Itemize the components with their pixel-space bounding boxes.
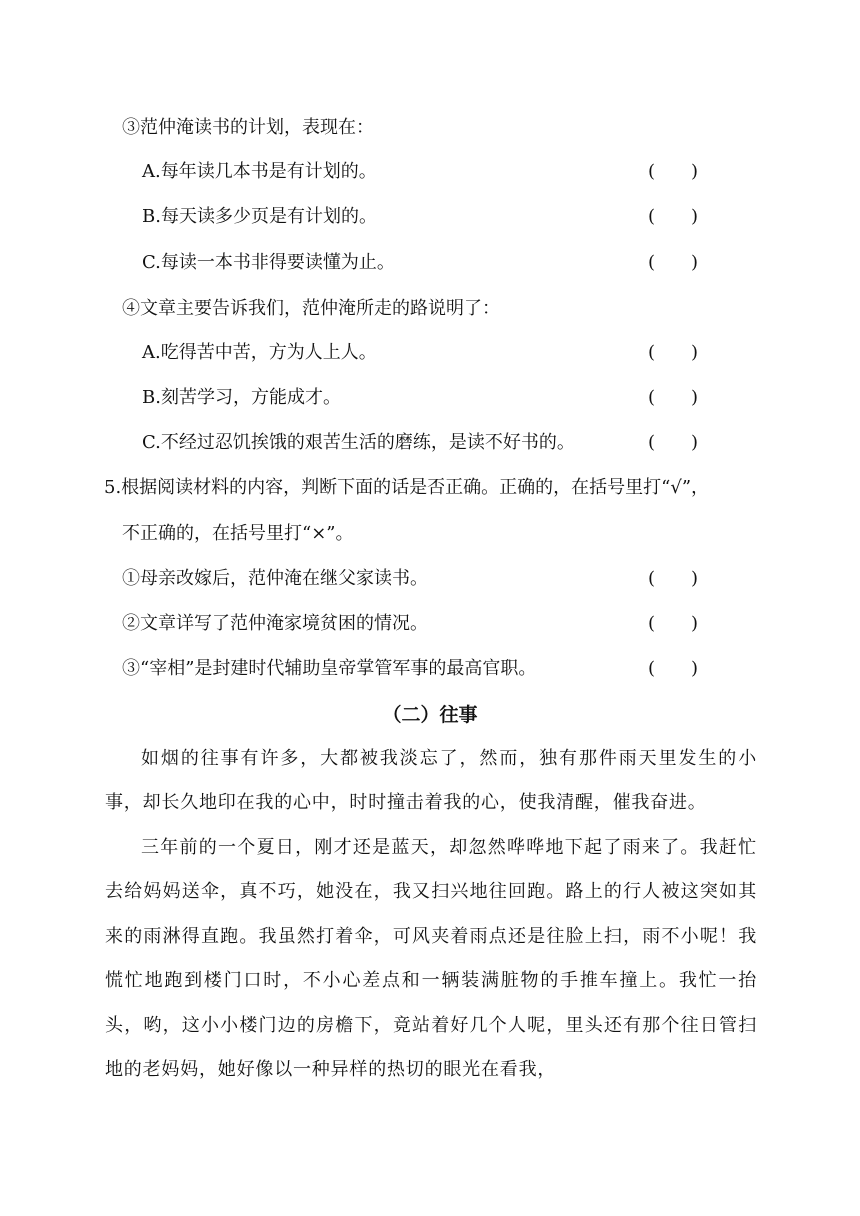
answer-bracket[interactable]: ( ) bbox=[648, 206, 699, 227]
answer-bracket[interactable]: ( ) bbox=[648, 252, 699, 273]
question-5-stem-line-2: 不正确的，在括号里打“×”。 bbox=[122, 523, 354, 544]
question-4-option-c: C.不经过忍饥挨饿的艰苦生活的磨练，是读不好书的。 bbox=[142, 432, 575, 453]
question-5-item-2: ②文章详写了范仲淹家境贫困的情况。 bbox=[122, 613, 428, 634]
answer-bracket[interactable]: ( ) bbox=[648, 658, 699, 679]
answer-bracket[interactable]: ( ) bbox=[648, 342, 699, 363]
question-4-option-a: A.吃得苦中苦，方为人上人。 bbox=[142, 342, 377, 363]
question-3-stem: ③范仲淹读书的计划，表现在： bbox=[122, 117, 374, 138]
answer-bracket[interactable]: ( ) bbox=[648, 161, 699, 182]
answer-bracket[interactable]: ( ) bbox=[648, 613, 699, 634]
question-4-stem: ④文章主要告诉我们，范仲淹所走的路说明了： bbox=[122, 298, 500, 319]
section-title: （二）往事 bbox=[382, 704, 478, 726]
question-3-option-b: B.每天读多少页是有计划的。 bbox=[142, 206, 377, 227]
answer-bracket[interactable]: ( ) bbox=[648, 387, 699, 408]
passage-paragraph-2: 三年前的一个夏日，刚才还是蓝天，却忽然哗哗地下起了雨来了。我赶忙去给妈妈送伞，真不巧，她没在，我又扫兴地往回跑。路上的行人被这突如其来的雨淋得直跑。我虽然打着伞，可风夹着雨点还是往脸上扫，雨不小呢！我慌忙地跑到楼门口时，不小心差点和一辆装满脏物的手推车撞上。我忙一抬头，哟，这小小楼门边的房檐下，竟站着好几个人呢，里头还有那个往日管扫地的老妈妈，她好像以一种异样的热切的眼光在看我， bbox=[105, 837, 757, 1081]
answer-bracket[interactable]: ( ) bbox=[648, 568, 699, 589]
question-5-item-1: ①母亲改嫁后，范仲淹在继父家读书。 bbox=[122, 568, 428, 589]
question-3-option-a: A.每年读几本书是有计划的。 bbox=[142, 161, 377, 182]
passage-paragraph-1: 如烟的往事有许多，大都被我淡忘了，然而，独有那件雨天里发生的小事，却长久地印在我的心中，时时撞击着我的心，使我清醒，催我奋进。 bbox=[105, 748, 757, 814]
question-5-stem-line-1: 5.根据阅读材料的内容，判断下面的话是否正确。正确的，在括号里打“√”， bbox=[104, 477, 710, 498]
answer-bracket[interactable]: ( ) bbox=[648, 432, 699, 453]
question-5-item-3: ③“宰相”是封建时代辅助皇帝掌管军事的最高官职。 bbox=[122, 658, 537, 679]
question-4-option-b: B.刻苦学习，方能成才。 bbox=[142, 387, 341, 408]
question-3-option-c: C.每读一本书非得要读懂为止。 bbox=[142, 252, 395, 273]
